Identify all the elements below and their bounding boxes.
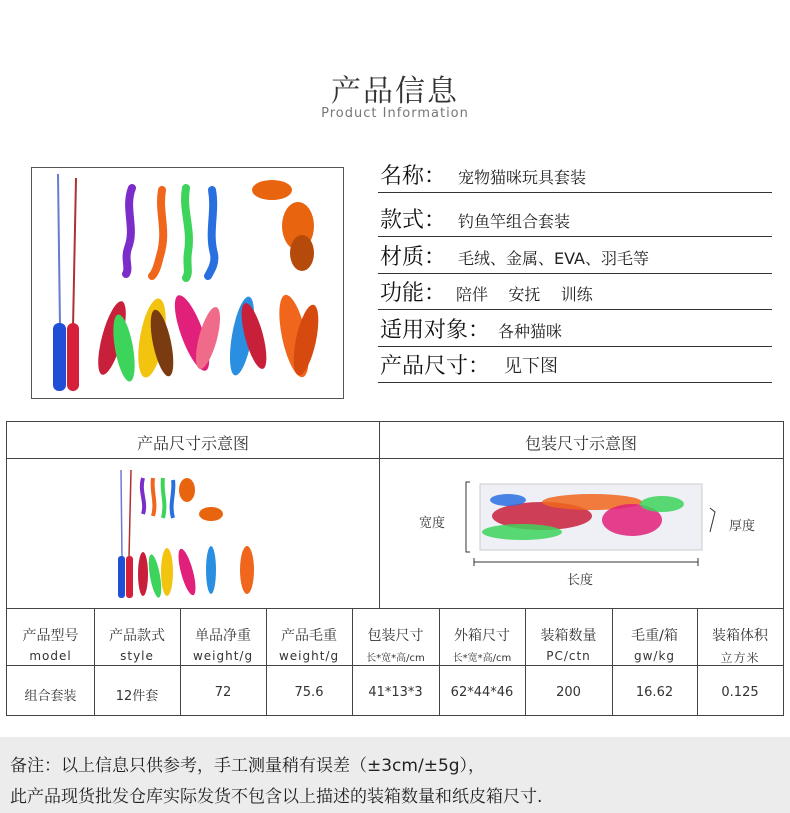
product-photo bbox=[31, 167, 344, 399]
thickness-label: 厚度 bbox=[729, 519, 756, 534]
info-row-function bbox=[378, 283, 772, 310]
header-gross-weight: 产品毛重 weight/g bbox=[278, 628, 340, 663]
info-label: 功能： bbox=[380, 281, 447, 306]
package-diagram-title: 包装尺寸示意图 bbox=[524, 434, 637, 453]
info-label: 适用对象： bbox=[380, 318, 491, 343]
table-cell: 41*13*3 bbox=[368, 685, 423, 700]
table-cell: 16.62 bbox=[635, 685, 674, 700]
length-label: 长度 bbox=[567, 573, 594, 588]
info-row-target bbox=[378, 320, 772, 347]
table-cell: 12件套 bbox=[115, 689, 159, 704]
table-cell: 62*44*46 bbox=[450, 685, 514, 700]
header-package-size: 包装尺寸 长*宽*高/cm bbox=[366, 628, 425, 664]
product-diagram-image bbox=[107, 466, 277, 602]
product-diagram-title: 产品尺寸示意图 bbox=[136, 434, 249, 453]
table-cell: 组合套装 bbox=[24, 689, 77, 704]
header-style: 产品款式 style bbox=[109, 628, 165, 663]
cat-toy-set-image bbox=[32, 168, 343, 398]
info-value: 钓鱼竿组合套装 bbox=[458, 212, 571, 231]
info-value: 各种猫咪 bbox=[498, 322, 563, 341]
info-value: 宠物猫咪玩具套装 bbox=[458, 168, 587, 187]
note-line-1: 备注：以上信息只供参考，手工测量稍有误差（±3cm/±5g）， bbox=[10, 756, 486, 776]
info-value: 毛绒、金属、EVA、羽毛等 bbox=[458, 249, 649, 268]
header-model: 产品型号 model bbox=[22, 628, 79, 663]
table-cell: 200 bbox=[556, 685, 581, 700]
info-row-material bbox=[378, 247, 772, 274]
spec-table bbox=[6, 421, 784, 716]
info-label: 产品尺寸： bbox=[380, 354, 491, 379]
table-cell: 72 bbox=[214, 685, 232, 700]
info-row-size bbox=[378, 356, 772, 383]
info-row-name bbox=[378, 166, 772, 193]
header-net-weight: 单品净重 weight/g bbox=[192, 628, 254, 663]
header-carton-qty: 装箱数量 PC/ctn bbox=[540, 628, 597, 663]
info-label: 材质： bbox=[380, 245, 447, 270]
info-value: 见下图 bbox=[504, 356, 558, 377]
note-line-2: 此产品现货批发仓库实际发货不包含以上描述的装箱数量和纸皮箱尺寸. bbox=[10, 787, 543, 807]
notes-panel bbox=[0, 737, 790, 813]
page-subtitle: Product Information bbox=[321, 106, 469, 121]
info-label: 款式： bbox=[380, 208, 447, 233]
package-diagram-image bbox=[462, 476, 724, 568]
page-title: 产品信息 bbox=[331, 74, 459, 109]
width-label: 宽度 bbox=[419, 516, 446, 531]
table-cell: 75.6 bbox=[294, 685, 324, 700]
info-row-style bbox=[378, 210, 772, 237]
header-carton-size: 外箱尺寸 长*宽*高/cm bbox=[452, 628, 512, 664]
header-carton-volume: 装箱体积 立方米 bbox=[712, 628, 768, 665]
info-value: 陪伴 安抚 训练 bbox=[456, 285, 593, 304]
table-cell: 0.125 bbox=[721, 685, 759, 700]
header-carton-weight: 毛重/箱 gw/kg bbox=[631, 628, 678, 663]
info-label: 名称： bbox=[380, 164, 447, 189]
